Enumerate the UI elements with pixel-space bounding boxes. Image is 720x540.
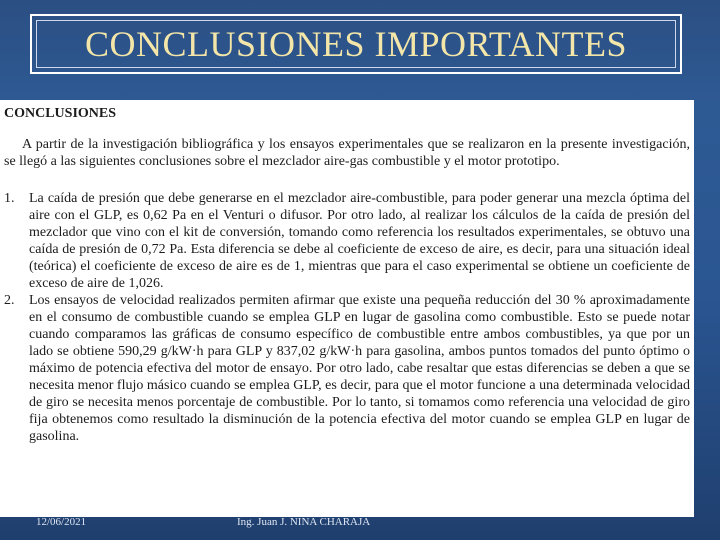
conclusion-text: Los ensayos de velocidad realizados permiten afirmar que existe una pequeña reducción del 30 % aproximadamente en el consumo de combustible cuando se emplea GLP en lugar de gasolina como combustible. Esto se puede notar cuando comparamos las gráficas de consumo específico de combustible entre ambos combustibles, ya que por un lado se obtiene 590,29 g/kW·h para GLP y 837,02 g/kW·h para gasolina, ambos puntos tomados del punto óptimo o máximo de potencia efectiva del motor de ensayo. Por otro lado, cabe resaltar que estas diferencias se deben a que se necesita menor flujo másico cuando se emplea GLP, es decir, para que el motor funcione a una determinada velocidad de giro se necesita menos porcentaje de combustible. Por lo tanto, si tomamos como referencia una velocidad de giro fija obtenemos como resultado la disminución de la potencia efectiva del motor cuando se emplea GLP en lugar de gasolina. (29, 293, 690, 444)
slide-title-frame (30, 14, 682, 74)
footer-author: Ing. Juan J. NINA CHARAJA (237, 516, 371, 528)
conclusion-text: La caída de presión que debe generarse en el mezclador aire-combustible, para poder generar una mezcla óptima del aire con el GLP, es 0,62 Pa en el Venturi o difusor. Por otro lado, al realizar los cálculos de la caída de presión del mezclador que vino con el kit de conversión, tomando como referencia los resultados experimentales, se obtuvo una caída de presión de 0,72 Pa. Esta diferencia se debe al coeficiente de exceso de aire, es decir, para una situación ideal (teórica) el coeficiente de exceso de aire es de 1, mientras que para el caso experimental se obtiene un coeficiente de exceso de aire de 1,026. (29, 191, 690, 291)
document-body (4, 105, 690, 445)
conclusion-item-1 (4, 190, 690, 292)
slide-title: CONCLUSIONES IMPORTANTES (85, 24, 627, 64)
footer-date: 12/06/2021 (36, 516, 87, 528)
document-intro: A partir de la investigación bibliográfica y los ensayos experimentales que se realizaron en la presente investigación, se llegó a las siguientes conclusiones sobre el mezclador aire-gas combustible y el motor prototipo. (4, 137, 690, 169)
conclusion-number: 2. (4, 293, 15, 308)
document-image (0, 100, 694, 517)
conclusion-item-2 (4, 292, 690, 445)
conclusion-number: 1. (4, 191, 15, 206)
document-heading: CONCLUSIONES (4, 106, 117, 121)
